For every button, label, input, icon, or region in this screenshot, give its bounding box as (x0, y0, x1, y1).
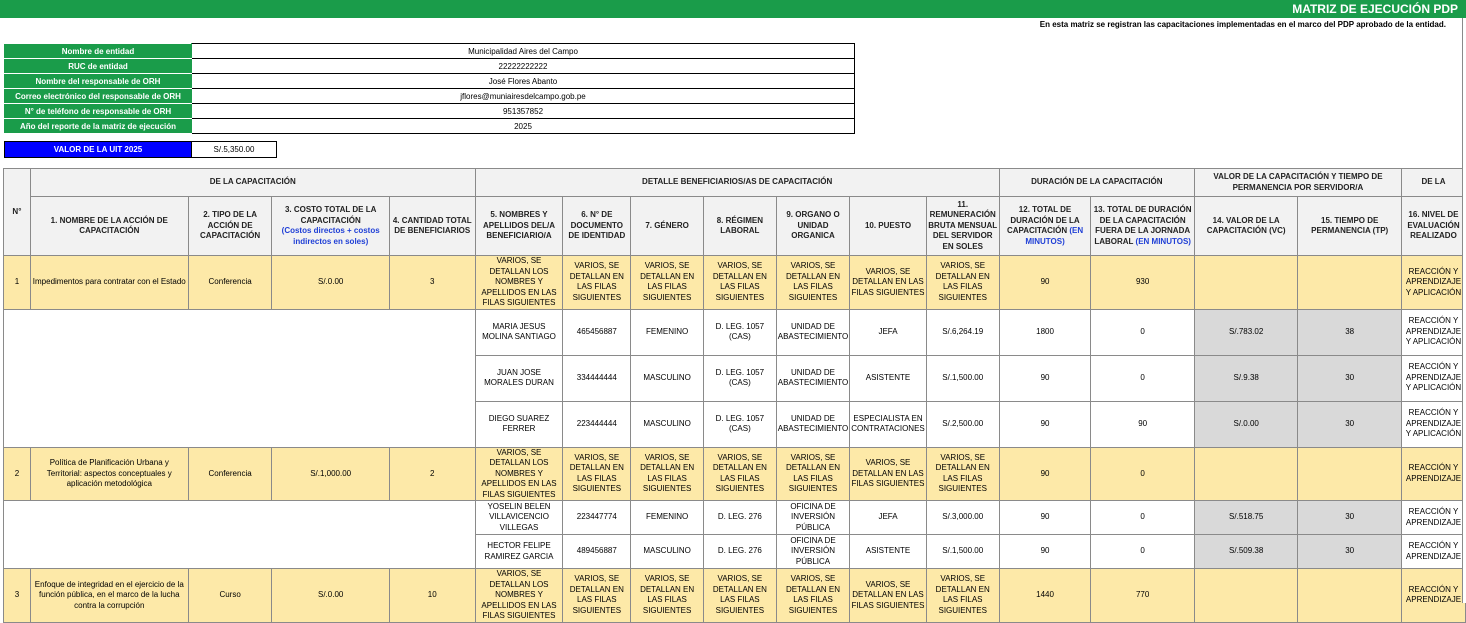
cell-tp[interactable] (1298, 256, 1402, 310)
cell-salary[interactable]: S/.1,500.00 (926, 355, 999, 401)
page-title: MATRIZ DE EJECUCIÓN PDP (1292, 2, 1458, 16)
info-value[interactable]: 2025 (192, 119, 855, 134)
cell-regime[interactable]: D. LEG. 276 (703, 501, 776, 535)
cell-position[interactable]: VARIOS, SE DETALLAN EN LAS FILAS SIGUIENTES (850, 569, 926, 623)
cell-unit[interactable]: UNIDAD DE ABASTECIMIENTO (776, 309, 850, 355)
group-header-capacitacion: DE LA CAPACITACIÓN (30, 169, 475, 197)
entity-info-table (4, 43, 855, 134)
cell-gender[interactable]: FEMENINO (631, 309, 704, 355)
cell-n[interactable]: 2 (4, 447, 31, 501)
cell-salary[interactable]: VARIOS, SE DETALLAN EN LAS FILAS SIGUIENTES (926, 569, 999, 623)
cell-names[interactable]: MARIA JESUS MOLINA SANTIAGO (475, 309, 563, 355)
cell-unit[interactable]: OFICINA DE INVERSIÓN PÚBLICA (776, 535, 850, 569)
cell-duration[interactable]: 1800 (999, 309, 1091, 355)
cell-eval[interactable]: REACCIÓN Y APRENDIZAJE (1401, 447, 1465, 501)
col-header-n: N° (4, 169, 31, 256)
info-label: Nombre de entidad (5, 44, 192, 59)
group-header-evaluacion: DE LA (1401, 169, 1465, 197)
uit-table (4, 141, 277, 158)
cell-salary[interactable]: VARIOS, SE DETALLAN EN LAS FILAS SIGUIENTES (926, 256, 999, 310)
info-row (5, 119, 855, 134)
cell-doc[interactable]: 223444444 (563, 401, 631, 447)
info-row (5, 89, 855, 104)
col-header-4: 4. CANTIDAD TOTAL DE BENEFICIARIOS (389, 197, 475, 256)
cell-salary[interactable]: VARIOS, SE DETALLAN EN LAS FILAS SIGUIENTES (926, 447, 999, 501)
cell-action-name[interactable]: Política de Planificación Urbana y Territorial: aspectos conceptuales y aplicación metodológica (30, 447, 188, 501)
cell-vc[interactable]: S/.9.38 (1194, 355, 1298, 401)
uit-value[interactable]: S/.5,350.00 (192, 142, 277, 158)
cell-duration-out[interactable]: 0 (1091, 447, 1195, 501)
info-label: N° de teléfono de responsable de ORH (5, 104, 192, 119)
cell-cost[interactable]: S/.0.00 (272, 256, 389, 310)
cell-vc[interactable]: S/.0.00 (1194, 401, 1298, 447)
table-row[interactable] (4, 501, 1466, 535)
table-row[interactable] (4, 447, 1466, 501)
cell-regime[interactable]: VARIOS, SE DETALLAN EN LAS FILAS SIGUIENTES (703, 569, 776, 623)
cell-position[interactable]: JEFA (850, 309, 926, 355)
cell-duration-out[interactable]: 770 (1091, 569, 1195, 623)
col-header-5: 5. NOMBRES Y APELLIDOS DEL/A BENEFICIARIO/A (475, 197, 563, 256)
cell-tp[interactable] (1298, 569, 1402, 623)
cell-duration[interactable]: 90 (999, 535, 1091, 569)
cell-salary[interactable]: S/.2,500.00 (926, 401, 999, 447)
cell-duration[interactable]: 1440 (999, 569, 1091, 623)
cell-duration-out[interactable]: 0 (1091, 535, 1195, 569)
col-header-8: 8. RÉGIMEN LABORAL (703, 197, 776, 256)
cell-doc[interactable]: 334444444 (563, 355, 631, 401)
cell-empty (4, 309, 476, 355)
cell-eval[interactable]: REACCIÓN Y APRENDIZAJE (1401, 535, 1465, 569)
cell-qty[interactable]: 10 (389, 569, 475, 623)
cell-action-type[interactable]: Conferencia (188, 256, 272, 310)
cell-eval[interactable]: REACCIÓN Y APRENDIZAJE Y APLICACIÓN (1401, 401, 1465, 447)
cell-names[interactable]: YOSELIN BELEN VILLAVICENCIO VILLEGAS (475, 501, 563, 535)
cell-position[interactable]: JEFA (850, 501, 926, 535)
col-header-12: 12. TOTAL DE DURACIÓN DE LA CAPACITACIÓN (EN MINUTOS) (999, 197, 1091, 256)
cell-empty (4, 355, 476, 401)
cell-action-type[interactable]: Conferencia (188, 447, 272, 501)
cell-duration[interactable]: 90 (999, 447, 1091, 501)
cell-gender[interactable]: MASCULINO (631, 535, 704, 569)
cell-duration[interactable]: 90 (999, 401, 1091, 447)
cell-names[interactable]: JUAN JOSE MORALES DURAN (475, 355, 563, 401)
cell-position[interactable]: ASISTENTE (850, 355, 926, 401)
cell-eval[interactable]: REACCIÓN Y APRENDIZAJE (1401, 501, 1465, 535)
cell-vc[interactable] (1194, 256, 1298, 310)
cell-tp[interactable]: 30 (1298, 535, 1402, 569)
cell-n[interactable]: 1 (4, 256, 31, 310)
cell-unit[interactable]: UNIDAD DE ABASTECIMIENTO (776, 355, 850, 401)
col-header-15: 15. TIEMPO DE PERMANENCIA (TP) (1298, 197, 1402, 256)
cell-doc[interactable]: 465456887 (563, 309, 631, 355)
cell-names[interactable]: DIEGO SUAREZ FERRER (475, 401, 563, 447)
group-header-duracion: DURACIÓN DE LA CAPACITACIÓN (999, 169, 1194, 197)
info-row (5, 104, 855, 119)
cell-tp[interactable]: 30 (1298, 401, 1402, 447)
cell-doc[interactable]: 223447774 (563, 501, 631, 535)
info-value[interactable]: 22222222222 (192, 59, 855, 74)
info-value[interactable]: Municipalidad Aires del Campo (192, 44, 855, 59)
col-header-16: 16. NIVEL DE EVALUACIÓN REALIZADO (1401, 197, 1465, 256)
info-value[interactable]: 951357852 (192, 104, 855, 119)
info-label: Año del reporte de la matriz de ejecución (5, 119, 192, 134)
cell-gender[interactable]: FEMENINO (631, 501, 704, 535)
info-label: Nombre del responsable de ORH (5, 74, 192, 89)
cell-cost[interactable]: S/.0.00 (272, 569, 389, 623)
cell-n[interactable]: 3 (4, 569, 31, 623)
window-frame-right (1462, 18, 1466, 603)
info-row (5, 44, 855, 59)
cell-unit[interactable]: VARIOS, SE DETALLAN EN LAS FILAS SIGUIENTES (776, 447, 850, 501)
info-row (5, 59, 855, 74)
col-header-3: 3. COSTO TOTAL DE LA CAPACITACIÓN (Costos directos + costos indirectos en soles) (272, 197, 389, 256)
cell-eval[interactable]: REACCIÓN Y APRENDIZAJE Y APLICACIÓN (1401, 256, 1465, 310)
table-row[interactable] (4, 309, 1466, 355)
cell-duration[interactable]: 90 (999, 256, 1091, 310)
group-header-beneficiarios: DETALLE BENEFICIARIOS/AS DE CAPACITACIÓN (475, 169, 999, 197)
cell-regime[interactable]: D. LEG. 276 (703, 535, 776, 569)
group-header-valor: VALOR DE LA CAPACITACIÓN Y TIEMPO DE PERMANENCIA POR SERVIDOR/A (1194, 169, 1401, 197)
cell-unit[interactable]: VARIOS, SE DETALLAN EN LAS FILAS SIGUIENTES (776, 256, 850, 310)
col-header-1: 1. NOMBRE DE LA ACCIÓN DE CAPACITACIÓN (30, 197, 188, 256)
cell-vc[interactable]: S/.518.75 (1194, 501, 1298, 535)
cell-names[interactable]: HECTOR FELIPE RAMIREZ GARCIA (475, 535, 563, 569)
cell-unit[interactable]: UNIDAD DE ABASTECIMIENTO (776, 401, 850, 447)
cell-salary[interactable]: S/.6,264.19 (926, 309, 999, 355)
cell-vc[interactable]: S/.783.02 (1194, 309, 1298, 355)
cell-tp[interactable] (1298, 447, 1402, 501)
cell-duration-out[interactable]: 930 (1091, 256, 1195, 310)
col-header-11: 11. REMUNERACIÓN BRUTA MENSUAL DEL SERVIDOR EN SOLES (926, 197, 999, 256)
cell-doc[interactable]: 489456887 (563, 535, 631, 569)
cell-qty[interactable]: 2 (389, 447, 475, 501)
table-row[interactable] (4, 355, 1466, 401)
cell-tp[interactable]: 30 (1298, 355, 1402, 401)
cell-gender[interactable]: MASCULINO (631, 355, 704, 401)
cell-regime[interactable]: VARIOS, SE DETALLAN EN LAS FILAS SIGUIENTES (703, 256, 776, 310)
cell-position[interactable]: VARIOS, SE DETALLAN EN LAS FILAS SIGUIENTES (850, 256, 926, 310)
cell-gender[interactable]: VARIOS, SE DETALLAN EN LAS FILAS SIGUIENTES (631, 569, 704, 623)
col-header-7: 7. GÉNERO (631, 197, 704, 256)
cell-tp[interactable]: 38 (1298, 309, 1402, 355)
cell-unit[interactable]: VARIOS, SE DETALLAN EN LAS FILAS SIGUIENTES (776, 569, 850, 623)
cell-duration-out[interactable]: 0 (1091, 501, 1195, 535)
cell-action-name[interactable]: Enfoque de integridad en el ejercicio de la función pública, en el marco de la lucha contra la corrupción (30, 569, 188, 623)
cell-vc[interactable]: S/.509.38 (1194, 535, 1298, 569)
cell-position[interactable]: ESPECIALISTA EN CONTRATACIONES (850, 401, 926, 447)
cell-regime[interactable]: D. LEG. 1057 (CAS) (703, 309, 776, 355)
info-value[interactable]: José Flores Abanto (192, 74, 855, 89)
table-row[interactable] (4, 569, 1466, 623)
cell-empty (4, 401, 476, 447)
cell-qty[interactable]: 3 (389, 256, 475, 310)
cell-regime[interactable]: VARIOS, SE DETALLAN EN LAS FILAS SIGUIENTES (703, 447, 776, 501)
cell-eval[interactable]: REACCIÓN Y APRENDIZAJE Y APLICACIÓN (1401, 355, 1465, 401)
col-header-13: 13. TOTAL DE DURACIÓN DE LA CAPACITACIÓN FUERA DE LA JORNADA LABORAL (EN MINUTOS) (1091, 197, 1195, 256)
col-header-9: 9. ORGANO O UNIDAD ORGANICA (776, 197, 850, 256)
cell-duration-out[interactable]: 90 (1091, 401, 1195, 447)
cell-eval[interactable]: REACCIÓN Y APRENDIZAJE (1401, 569, 1465, 623)
cell-gender[interactable]: VARIOS, SE DETALLAN EN LAS FILAS SIGUIENTES (631, 256, 704, 310)
cell-names[interactable]: VARIOS, SE DETALLAN LOS NOMBRES Y APELLIDOS EN LAS FILAS SIGUIENTES (475, 256, 563, 310)
col-header-14: 14. VALOR DE LA CAPACITACIÓN (VC) (1194, 197, 1298, 256)
execution-matrix-table (3, 168, 1466, 623)
cell-salary[interactable]: S/.3,000.00 (926, 501, 999, 535)
info-row (5, 74, 855, 89)
cell-tp[interactable]: 30 (1298, 501, 1402, 535)
info-label: RUC de entidad (5, 59, 192, 74)
page-subtitle: En esta matriz se registran las capacitaciones implementadas en el marco del PDP aprobado de la entidad. (1039, 20, 1446, 29)
cell-gender[interactable]: MASCULINO (631, 401, 704, 447)
cell-action-name[interactable]: Impedimentos para contratar con el Estado (30, 256, 188, 310)
info-label: Correo electrónico del responsable de ORH (5, 89, 192, 104)
table-row[interactable] (4, 401, 1466, 447)
cell-empty (4, 535, 476, 569)
cell-position[interactable]: VARIOS, SE DETALLAN EN LAS FILAS SIGUIENTES (850, 447, 926, 501)
cell-salary[interactable]: S/.1,500.00 (926, 535, 999, 569)
cell-eval[interactable]: REACCIÓN Y APRENDIZAJE Y APLICACIÓN (1401, 309, 1465, 355)
cell-names[interactable]: VARIOS, SE DETALLAN LOS NOMBRES Y APELLIDOS EN LAS FILAS SIGUIENTES (475, 569, 563, 623)
cell-duration[interactable]: 90 (999, 355, 1091, 401)
cell-names[interactable]: VARIOS, SE DETALLAN LOS NOMBRES Y APELLIDOS EN LAS FILAS SIGUIENTES (475, 447, 563, 501)
cell-regime[interactable]: D. LEG. 1057 (CAS) (703, 355, 776, 401)
cell-duration-out[interactable]: 0 (1091, 309, 1195, 355)
cell-regime[interactable]: D. LEG. 1057 (CAS) (703, 401, 776, 447)
cell-position[interactable]: ASISTENTE (850, 535, 926, 569)
cell-unit[interactable]: OFICINA DE INVERSIÓN PÚBLICA (776, 501, 850, 535)
col-header-10: 10. PUESTO (850, 197, 926, 256)
table-row[interactable] (4, 535, 1466, 569)
cell-duration[interactable]: 90 (999, 501, 1091, 535)
cell-empty (4, 501, 476, 535)
cell-doc[interactable]: VARIOS, SE DETALLAN EN LAS FILAS SIGUIENTES (563, 447, 631, 501)
cell-vc[interactable] (1194, 447, 1298, 501)
uit-label: VALOR DE LA UIT 2025 (5, 142, 192, 158)
col-header-2: 2. TIPO DE LA ACCIÓN DE CAPACITACIÓN (188, 197, 272, 256)
cell-doc[interactable]: VARIOS, SE DETALLAN EN LAS FILAS SIGUIENTES (563, 256, 631, 310)
cell-action-type[interactable]: Curso (188, 569, 272, 623)
cell-duration-out[interactable]: 0 (1091, 355, 1195, 401)
cell-doc[interactable]: VARIOS, SE DETALLAN EN LAS FILAS SIGUIENTES (563, 569, 631, 623)
table-row[interactable] (4, 256, 1466, 310)
col-header-6: 6. N° DE DOCUMENTO DE IDENTIDAD (563, 197, 631, 256)
cell-gender[interactable]: VARIOS, SE DETALLAN EN LAS FILAS SIGUIENTES (631, 447, 704, 501)
cell-cost[interactable]: S/.1,000.00 (272, 447, 389, 501)
info-value[interactable]: jflores@muniairesdelcampo.gob.pe (192, 89, 855, 104)
cell-vc[interactable] (1194, 569, 1298, 623)
title-bar (0, 0, 1466, 18)
